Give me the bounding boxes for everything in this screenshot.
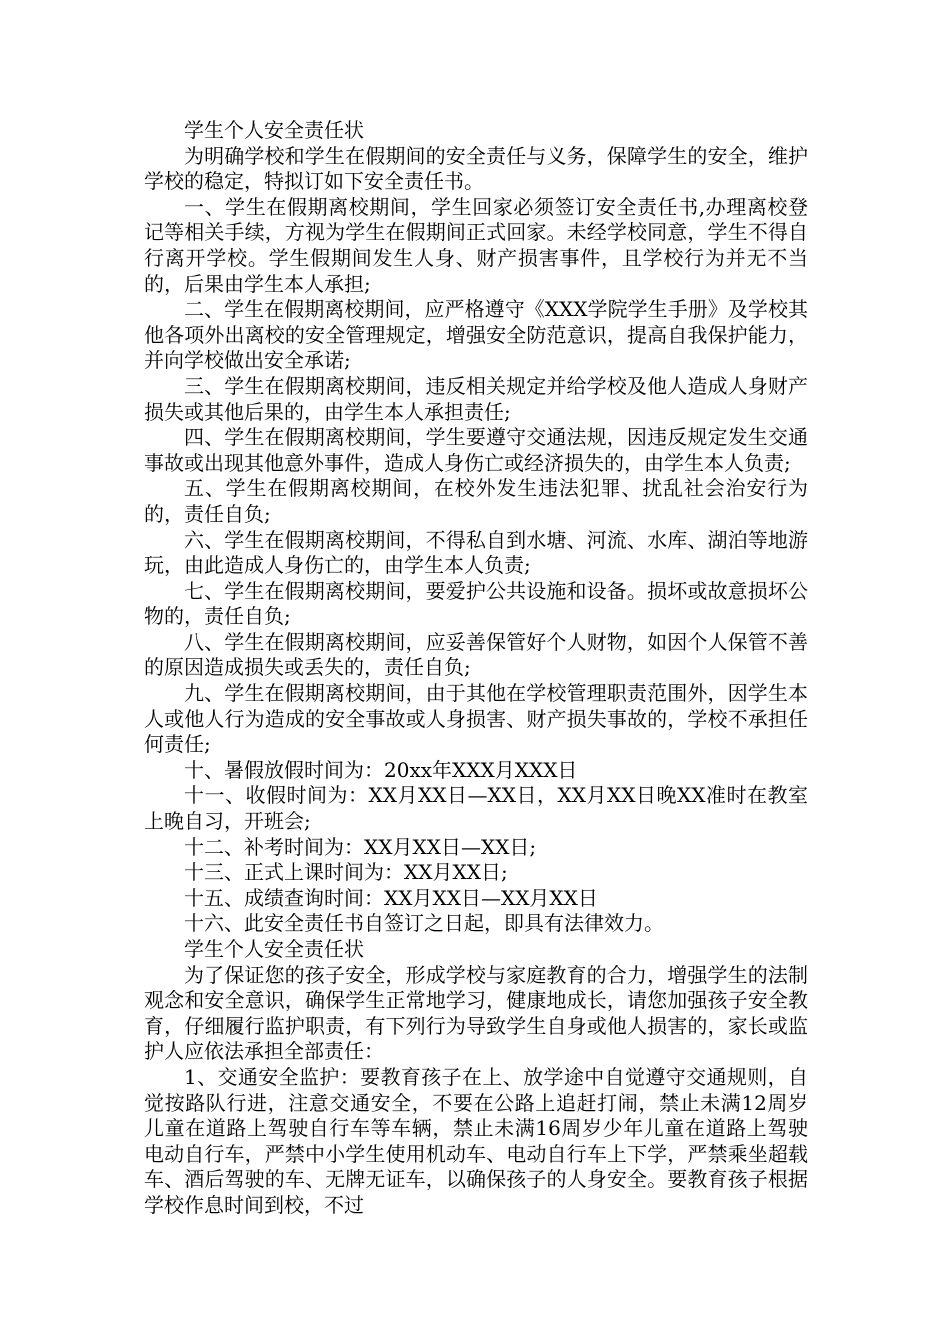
doc1-item-13: 十三、正式上课时间为：XX月XX日; <box>184 860 508 885</box>
doc1-item-10: 十、暑假放假时间为：20xx年XXX月XXX日 <box>184 757 578 782</box>
doc1-item-4: 四、学生在假期离校期间，学生要遵守交通法规，因违反规定发生交通事故或出现其他意外事件，造成人身伤亡或经济损失的，由学生本人负责; <box>144 425 808 475</box>
doc1-item-1: 一、学生在假期离校期间，学生回家必须签订安全责任书,办理离校登记等相关手续，方视为学生在假期间正式回家。未经学校同意，学生不得自行离开学校。学生假期间发生人身、财产损害事件，且学校行为并无不当的，后果由学生本人承担; <box>144 194 808 296</box>
doc1-item-5: 五、学生在假期离校期间，在校外发生违法犯罪、扰乱社会治安行为的，责任自负; <box>144 476 808 526</box>
doc1-item-8: 八、学生在假期离校期间，应妥善保管好个人财物，如因个人保管不善的原因造成损失或丢失的，责任自负; <box>144 629 808 680</box>
doc2-intro: 为了保证您的孩子安全，形成学校与家庭教育的合力，增强学生的法制观念和安全意识，确保学生正常地学习，健康地成长，请您加强孩子安全教育，仔细履行监护职责，有下列行为导致学生自身或他人损害的，家长或监护人应依法承担全部责任： <box>144 962 808 1064</box>
doc1-intro: 为明确学校和学生在假期间的安全责任与义务，保障学生的安全，维护学校的稳定，特拟订如下安全责任书。 <box>144 143 808 194</box>
doc1-title: 学生个人安全责任状 <box>184 118 364 142</box>
doc1-item-12: 十二、补考时间为：XX月XX日—XX日; <box>184 834 537 859</box>
doc1-item-11: 十一、收假时间为：XX月XX日—XX日，XX月XX日晚XX准时在教室上晚自习，开班会; <box>144 783 808 834</box>
doc2-title: 学生个人安全责任状 <box>184 937 364 961</box>
doc1-item-3: 三、学生在假期离校期间，违反相关规定并给学校及他人造成人身财产损失或其他后果的，由学生本人承担责任; <box>144 373 808 424</box>
doc1-item-9: 九、学生在假期离校期间，由于其他在学校管理职责范围外，因学生本人或他人行为造成的安全事故或人身损害、财产损失事故的，学校不承担任何责任; <box>144 681 808 757</box>
doc1-item-16: 十六、此安全责任书自签订之日起，即具有法律效力。 <box>184 911 664 936</box>
doc1-item-7: 七、学生在假期离校期间，要爱护公共设施和设备。损坏或故意损坏公物的，责任自负; <box>144 578 808 629</box>
doc1-item-15: 十五、成绩查询时间：XX月XX日—XX月XX日 <box>184 885 598 910</box>
doc1-item-6: 六、学生在假期离校期间，不得私自到水塘、河流、水库、湖泊等地游玩，由此造成人身伤亡的，由学生本人负责; <box>144 527 808 578</box>
doc2-item-1: 1、交通安全监护：要教育孩子在上、放学途中自觉遵守交通规则，自觉按路队行进，注意交通安全，不要在公路上追赶打闹，禁止未满12周岁儿童在道路上驾驶自行车等车辆，禁止未满16周岁少年儿童在道路上驾驶电动自行车，严禁中小学生使用机动车、电动自行车上下学，严禁乘坐超载车、酒后驾驶的车、无牌无证车，以确保孩子的人身安全。要教育孩子根据学校作息时间到校，不过 <box>144 1064 808 1217</box>
doc1-item-2: 二、学生在假期离校期间，应严格遵守《XXX学院学生手册》及学校其他各项外出离校的安全管理规定，增强安全防范意识，提高自我保护能力，并向学校做出安全承诺; <box>144 297 808 373</box>
document-page <box>144 118 808 1219</box>
